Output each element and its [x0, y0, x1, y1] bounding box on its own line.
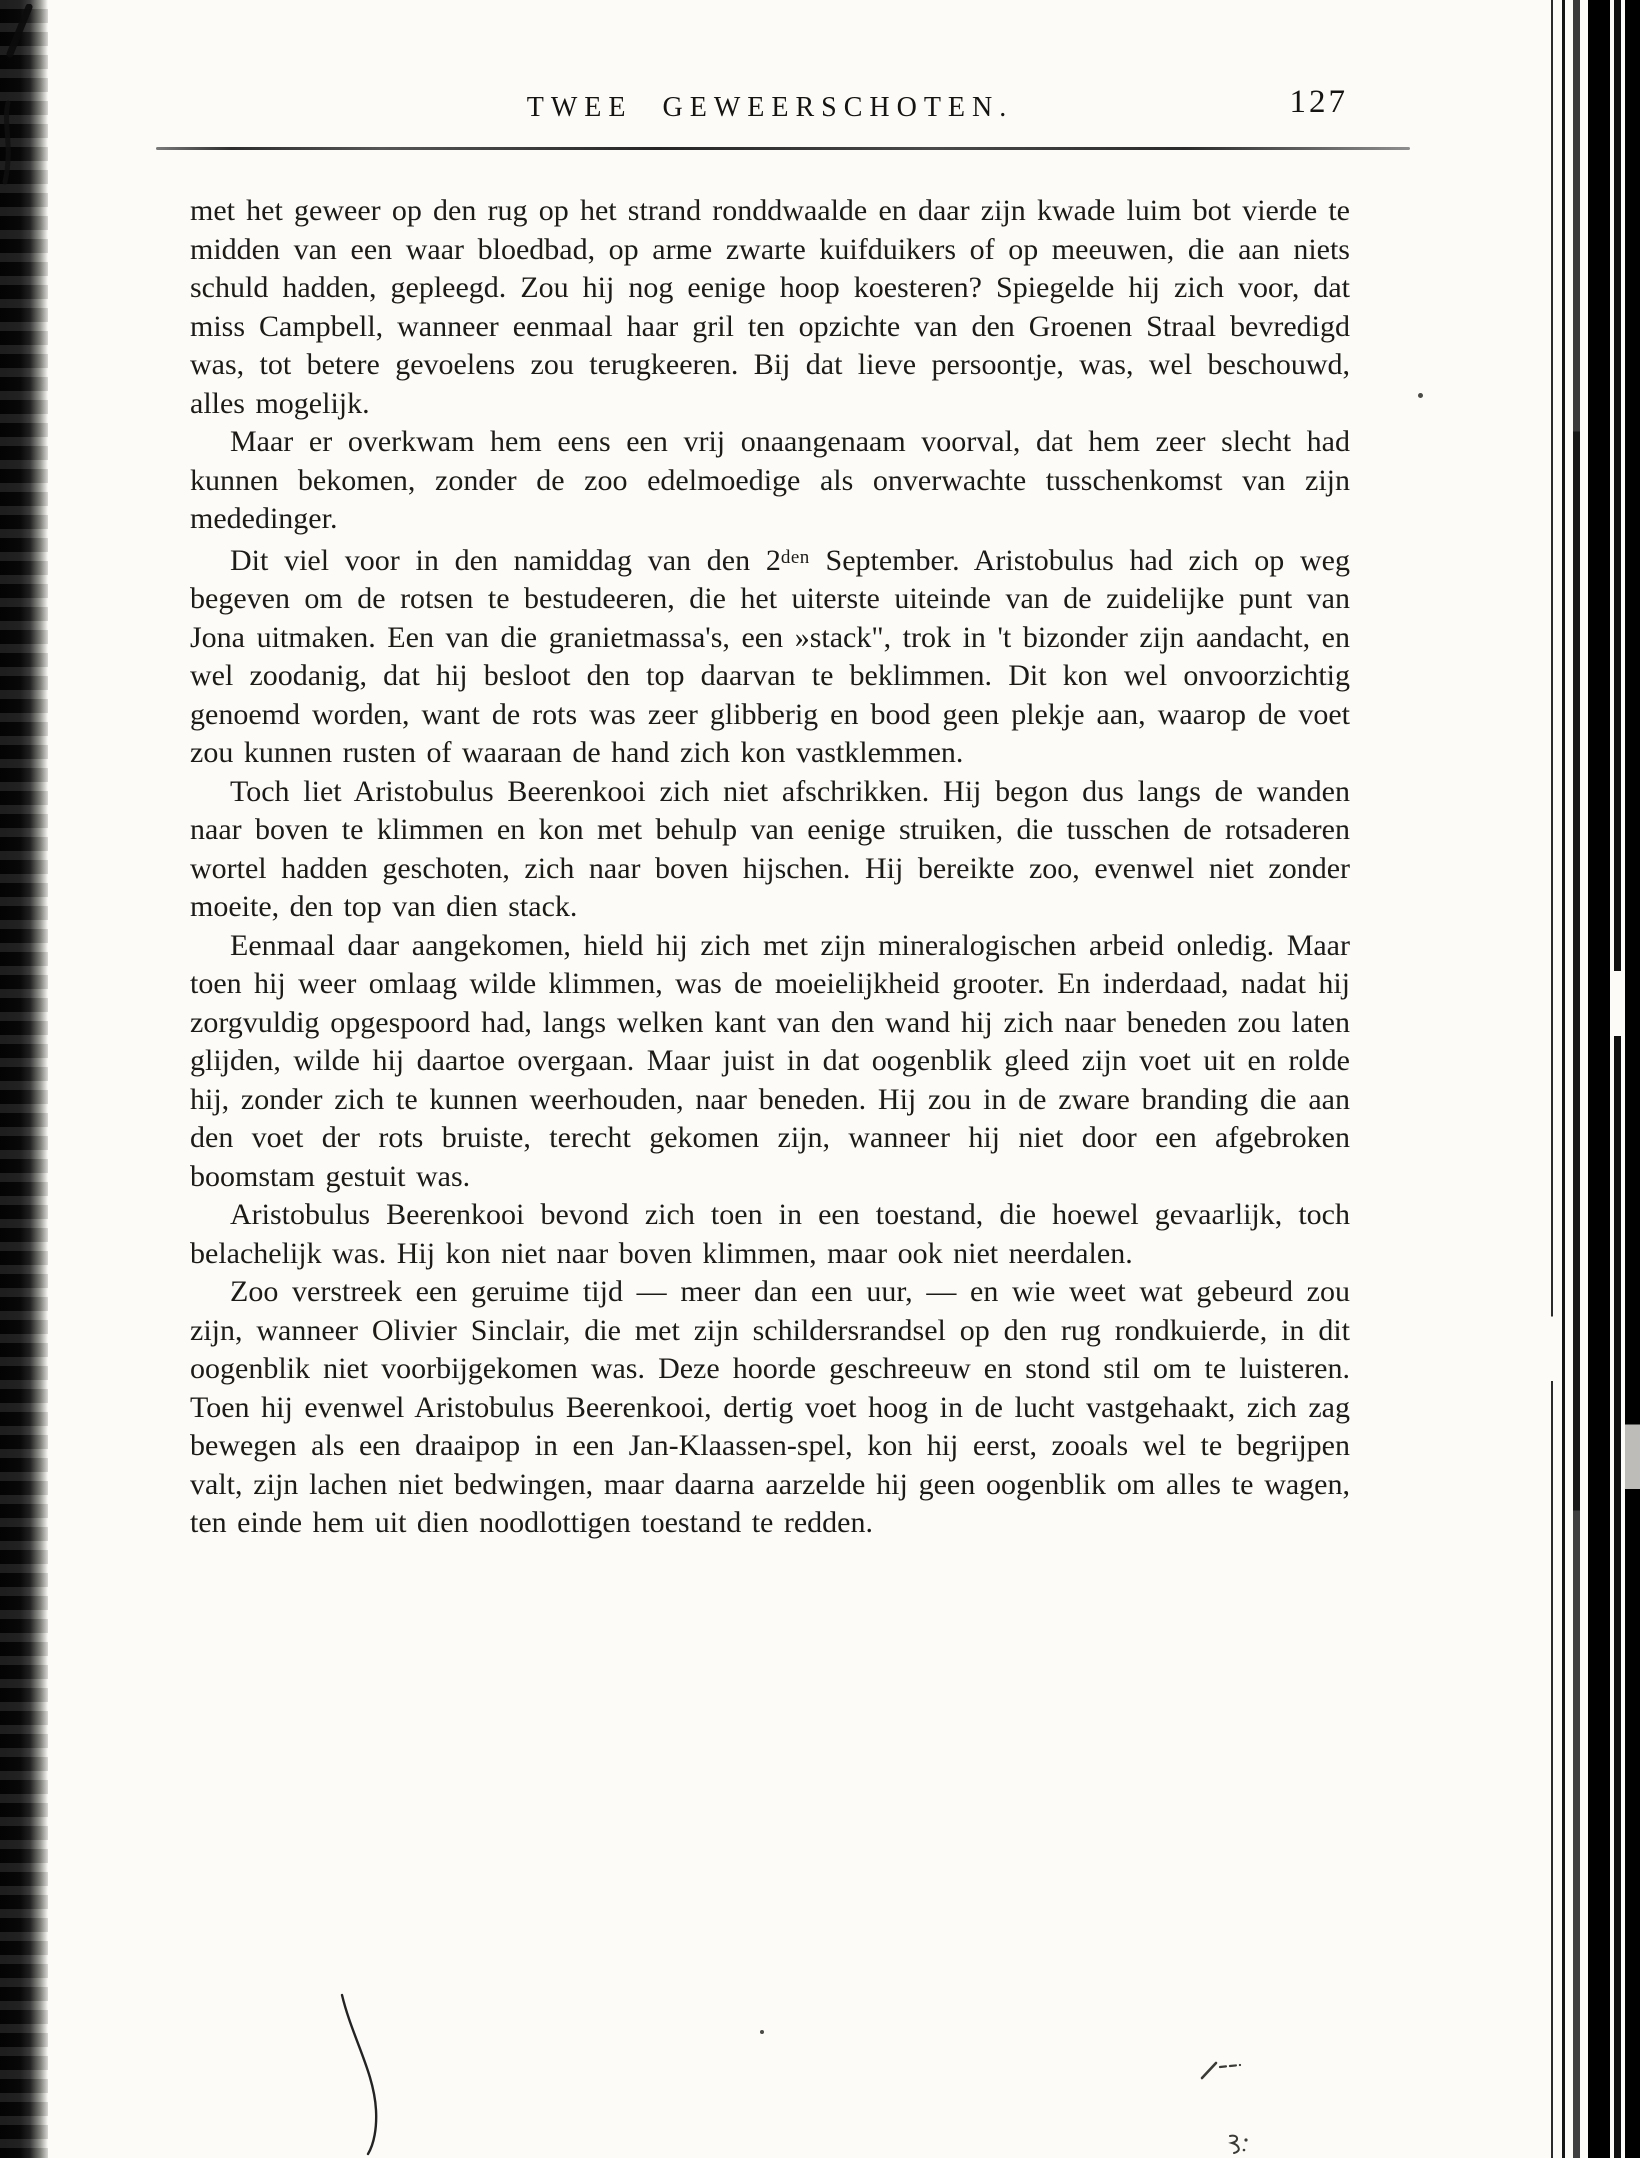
paragraph: Zoo verstreek een geruime tijd — meer dan een uur, — en wie weet wat gebeurd zou zijn, wanneer Olivier Sinclair, die met zijn schildersrandsel op den rug rondkuierde, in dit oogenblik niet voorbijgekomen was. Deze hoorde geschreeuw en stond stil om te luisteren. Toen hij evenwel Aristobulus Beerenkooi, dertig voet hoog in de lucht vastgehaakt, zich zag bewegen als een draaipop in een Jan-Klaassen-spel, kon hij eerst, zooals wel te begrijpen valt, zijn lachen niet bedwingen, maar daarna aarzelde hij geen oogenblik om alles te wagen, ten einde hem uit dien noodlottigen toestand te redden.	[190, 1275, 1350, 1539]
scan-streak	[1573, 0, 1580, 2158]
paragraph: Toch liet Aristobulus Beerenkooi zich niet afschrikken. Hij begon dus langs de wanden naar boven te klimmen en kon met behulp van eenige struiken, die tusschen de rotsaderen wortel hadden geschoten, zich naar boven hijschen. Hij bereikte zoo, evenwel niet zonder moeite, den top van dien stack.	[190, 774, 1350, 923]
header-rule	[156, 147, 1410, 150]
ink-mark	[1196, 2056, 1244, 2084]
running-title: TWEE GEWEERSCHOTEN.	[526, 92, 1014, 123]
paragraph-text: September. Aristobulus had zich op weg begeven om de rotsen te bestudeeren, die het uiterste uiteinde van de zuidelijke punt van Jona uitmaken. Een van die granietmassa's, een »stack", trok in 't bizonder zijn aandacht, en wel zoodanig, dat hij besloot den top daarvan te beklimmen. Dit kon wel onvoorzichtig genoemd worden, want de rots was zeer glibberig en bood geen plekje aan, waarop de voet zou kunnen rusten of waaraan de hand zich kon vastklemmen.	[190, 543, 1350, 769]
paragraph: met het geweer op den rug op het strand ronddwaalde en daar zijn kwade luim bot vierde te midden van een waar bloedbad, op arme zwarte kuifduikers of op meeuwen, die aan niets schuld hadden, gepleegd. Zou hij nog eenige hoop koesteren? Spiegelde hij zich voor, dat miss Campbell, wanneer eenmaal haar gril ten opzichte van den Groenen Straal bevredigd was, tot betere gevoelens zou terugkeeren. Bij dat lieve persoontje, was, wel beschouwd, alles mogelijk.	[190, 194, 1350, 420]
paragraph	[190, 539, 1350, 773]
corner-ink-mark	[2, 4, 36, 60]
paragraph-text: Dit viel voor in den namiddag van den 2	[230, 543, 781, 577]
pen-stroke-mark	[322, 1992, 412, 2157]
scan-streak	[1614, 0, 1621, 2158]
paragraph: Maar er overkwam hem eens een vrij onaangenaam voorval, dat hem zeer slecht had kunnen bekomen, zonder de zoo edelmoedige als onverwachte tusschenkomst van zijn mededinger.	[190, 425, 1350, 535]
ink-mark	[1222, 2132, 1252, 2156]
ink-speck	[760, 2030, 764, 2034]
scan-streak	[1625, 0, 1640, 2158]
edge-ink-mark	[0, 100, 16, 186]
paragraph: Eenmaal daar aangekomen, hield hij zich met zijn mineralogischen arbeid onledig. Maar toen hij weer omlaag wilde klimmen, was de moeielijkheid grooter. En inderdaad, nadat hij zorgvuldig opgespoord had, langs welken kant van den wand hij zich naar beneden zou laten glijden, wilde hij daartoe overgaan. Maar juist in dat oogenblik gleed zijn voet uit en rolde hij, zonder zich te kunnen weerhouden, naar beneden. Hij zou in de zware branding die aan den voet der rots bruiste, terecht gekomen zijn, wanneer hij niet door een afgebroken boomstam gestuit was.	[190, 928, 1350, 1193]
scan-streak	[1588, 0, 1610, 2158]
paragraph: Aristobulus Beerenkooi bevond zich toen in een toestand, die hoewel gevaarlijk, toch belachelijk was. Hij kon niet naar boven klimmen, maar ook niet neerdalen.	[190, 1198, 1350, 1270]
ink-speck	[1418, 393, 1423, 398]
scan-streaks	[1540, 0, 1640, 2158]
binding-shadow	[0, 0, 48, 2158]
page-number: 127	[1289, 84, 1348, 120]
scan-streak	[1551, 0, 1553, 2158]
text-block	[190, 192, 1350, 1543]
scan-streak	[1562, 0, 1565, 2158]
ordinal-suffix: den	[780, 546, 810, 568]
